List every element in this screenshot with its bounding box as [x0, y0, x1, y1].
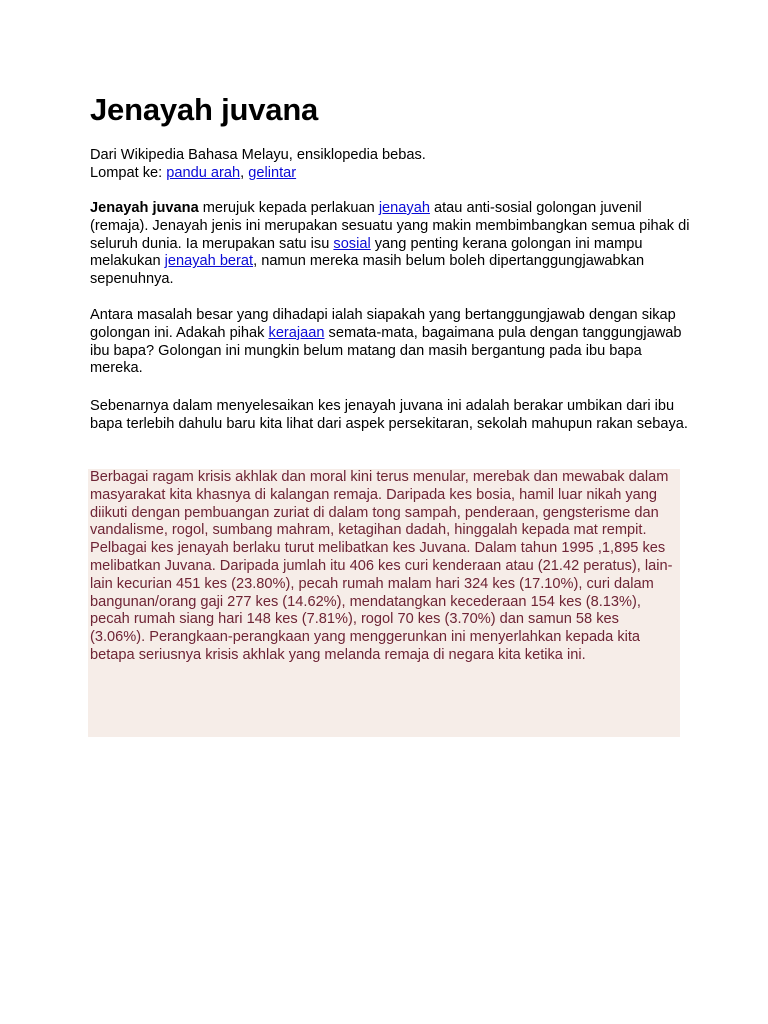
- p2-text-1: Antara masalah besar yang dihadapi ialah siapakah yang bertanggungjawab dengan sikap golongan ini. Adakah pihak: [90, 307, 676, 341]
- p1-text-2: atau anti-sosial golongan juvenil (remaja). Jenayah jenis ini merupakan sesuatu yang makin membimbangkan semua pihak di seluruh dunia. Ia merupakan satu isu: [90, 200, 690, 252]
- link-jenayah-berat[interactable]: jenayah berat: [164, 253, 254, 270]
- link-jenayah[interactable]: jenayah: [378, 200, 430, 216]
- p1-text-3: yang penting kerana golongan ini mampu melakukan: [90, 235, 643, 270]
- term-bold: Jenayah juvana: [90, 200, 199, 216]
- p2-text-2: semata-mata, bagaimana pula dengan tanggungjawab ibu bapa? Golongan ini mungkin belum matang dan masih bergantung pada ibu bapa mereka.: [90, 324, 682, 377]
- page-title: Jenayah juvana: [90, 92, 319, 127]
- p1-text-1: merujuk kepada perlakuan: [198, 200, 379, 216]
- jump-nav-link[interactable]: pandu arah: [166, 164, 241, 181]
- source-line: Dari Wikipedia Bahasa Melayu, ensiklopedia bebas.: [90, 147, 426, 163]
- quote-paragraph-crisis: Berbagai ragam krisis akhlak dan moral kini terus menular, merebak dan mewabak dalam masyarakat kita khasnya di kalangan remaja. Daripada kes bosia, hamil luar nikah yang diikuti dengan pembuangan zuriat di dalam tong sampah, penderaan, gengsterisme dan vandalisme, rogol, sumbang mahram, ketagihan dadah, hinggalah kepada mat rempit.: [90, 469, 669, 539]
- paragraph-intro: [90, 200, 690, 289]
- quote-paragraph-statistics: Pelbagai kes jenayah berlaku turut melibatkan kes Juvana. Dalam tahun 1995 ,1,895 kes melibatkan Juvana. Daripada jumlah itu 406 kes curi kenderaan atau (21.42 peratus), lain-lain kecurian 451 kes (23.80%), pecah rumah malam hari 324 kes (17.10%), curi dalam bangunan/orang gaji 277 kes (14.62%), mendatangkan kecederaan 154 kes (8.13%), pecah rumah siang hari 148 kes (7.81%), rogol 70 kes (3.70%) dan samun 58 kes (3.06%). Perangkaan-perangkaan yang menggerunkan ini menyerlahkan kepada kita betapa seriusnya krisis akhlak yang melanda remaja di negara kita ketika ini.: [90, 540, 673, 663]
- link-kerajaan[interactable]: kerajaan: [268, 324, 325, 341]
- paragraph-responsibility: [90, 307, 690, 378]
- quote-box: [88, 469, 680, 737]
- jump-separator: ,: [240, 164, 249, 181]
- p1-text-4: , namun mereka masih belum boleh dipertanggungjawabkan sepenuhnya.: [90, 253, 645, 288]
- jump-prefix: Lompat ke:: [90, 164, 167, 181]
- paragraph-solution: Sebenarnya dalam menyelesaikan kes jenayah juvana ini adalah berakar umbikan dari ibu bapa terlebih dahulu baru kita lihat dari aspek persekitaran, sekolah mahupun rakan sebaya.: [90, 398, 688, 432]
- jump-search-link[interactable]: gelintar: [248, 164, 297, 181]
- link-sosial[interactable]: sosial: [333, 235, 371, 252]
- source-block: [90, 147, 690, 183]
